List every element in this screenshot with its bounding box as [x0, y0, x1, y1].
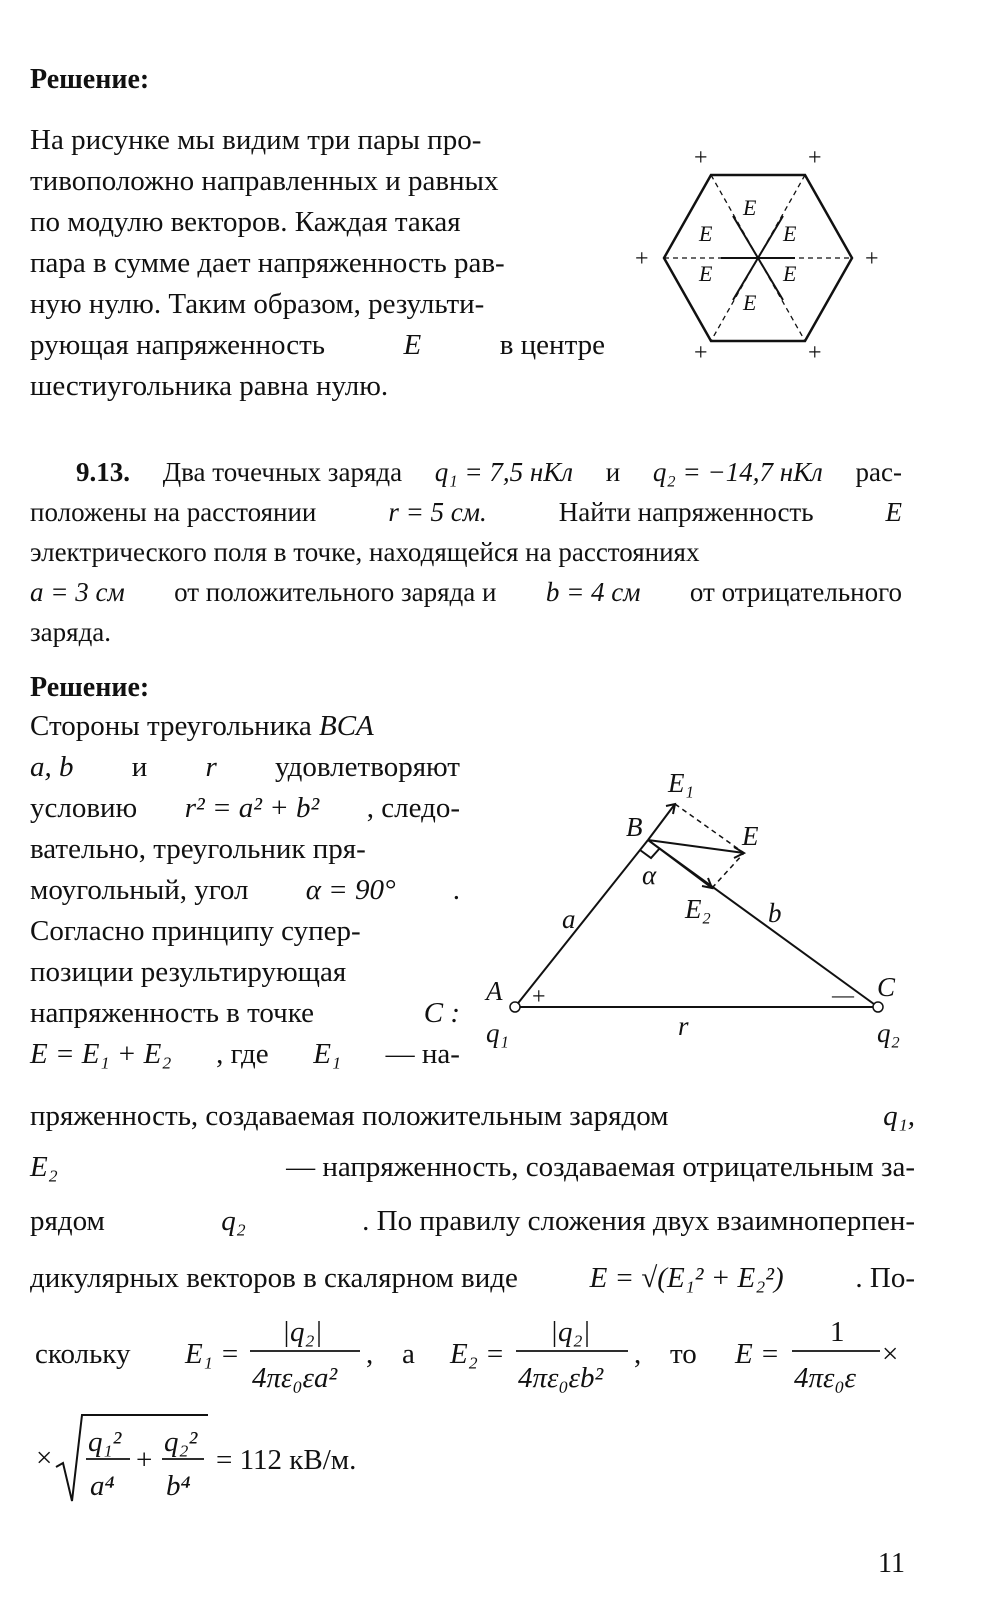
sides-ab: a, b	[30, 751, 74, 783]
q1-squared: q₁²	[88, 1426, 122, 1458]
e2-formula-left: E₂ =	[450, 1338, 505, 1370]
e2-symbol: E₂	[30, 1151, 58, 1183]
solution-2-line	[30, 870, 460, 911]
e1-symbol: E₁	[313, 1038, 342, 1070]
charge-sign: +	[808, 145, 822, 171]
vector-label: E	[699, 221, 713, 246]
e-formula-numerator: 1	[830, 1316, 845, 1348]
charge-q1-point	[510, 1002, 520, 1012]
text-span: дикулярных векторов в скалярном виде	[30, 1262, 518, 1294]
problem-line	[30, 572, 902, 612]
problem-number: 9.13.	[76, 457, 130, 487]
problem-statement	[30, 452, 902, 652]
formula-group	[35, 1316, 898, 1394]
e1-formula-numerator: |q₂|	[282, 1316, 323, 1348]
comma: ,	[634, 1338, 642, 1370]
text-span: Найти напряженность	[558, 497, 814, 527]
q2-value: q₂ = −14,7 нКл	[652, 457, 823, 487]
times-sign: ×	[882, 1338, 899, 1370]
solution-1-line: по модулю векторов. Каждая такая	[30, 206, 461, 238]
charge-sign: +	[694, 340, 708, 365]
solution-2-left-column	[30, 706, 460, 1075]
page-number: 11	[878, 1548, 905, 1579]
text-span: рядом	[30, 1205, 105, 1237]
q2-symbol: q₂	[221, 1205, 246, 1237]
text-span: то	[670, 1338, 697, 1370]
point-b-label: B	[626, 812, 643, 842]
final-result: = 112 кВ/м.	[216, 1444, 357, 1476]
e2-label: E₂	[685, 894, 711, 924]
text-span: — напряженность, создаваемая отрицательным за-	[286, 1151, 915, 1183]
b-value: b = 4 см	[545, 577, 641, 607]
text-span: положены на расстоянии	[30, 497, 317, 527]
solution-2-line: вательно, треугольник пря-	[30, 833, 366, 865]
solution-1-line: тивоположно направленных и равных	[30, 165, 499, 197]
e1-formula-denominator: 4πε₀εa²	[252, 1362, 338, 1394]
triangle-name: BCA	[318, 710, 374, 742]
charge-sign: +	[808, 340, 822, 365]
e1-label: E₁	[668, 768, 694, 798]
e-formula-left: E =	[735, 1338, 780, 1370]
plus-sign: +	[136, 1444, 153, 1476]
text-span: , следо-	[366, 792, 460, 824]
solution-2-line	[30, 706, 460, 747]
solution-2-line	[30, 1248, 915, 1308]
text-span: в центре	[499, 329, 605, 361]
solution-2-line	[30, 1194, 915, 1248]
side-a-label: a	[562, 904, 576, 934]
text-span: — на-	[385, 1038, 460, 1070]
vector-label: E	[743, 195, 757, 220]
comma: ,	[366, 1338, 374, 1370]
text-span: условию	[30, 792, 138, 824]
e-symbol: E	[885, 497, 902, 527]
e-label: E	[742, 821, 759, 851]
text-span: Два точечных заряда	[162, 457, 403, 487]
side-b-label: b	[768, 898, 782, 928]
text-span: и	[131, 751, 148, 783]
text-span: моугольный, угол	[30, 874, 249, 906]
problem-line: заряда.	[30, 617, 112, 647]
text-span: скольку	[35, 1338, 131, 1370]
text-span: напряженность в точке	[30, 997, 314, 1029]
side-r-label: r	[678, 1011, 689, 1041]
solution-2-line: Согласно принципу супер-	[30, 915, 361, 947]
r-value: r = 5 см.	[388, 497, 487, 527]
text-span: от положительного заряда и	[174, 577, 497, 607]
solution-1-line: шестиугольника равна нулю.	[30, 370, 389, 402]
q2-squared: q₂²	[164, 1426, 198, 1458]
charge-q2-point	[873, 1002, 883, 1012]
q2-label: q₂	[877, 1018, 900, 1048]
solution-1-line	[30, 325, 605, 366]
solution-1-line: пара в сумме дает напряженность рав-	[30, 247, 505, 279]
vector-label: E	[699, 261, 713, 286]
text-span: а	[402, 1338, 415, 1370]
text-span: пряженность, создаваемая положительным зарядом	[30, 1100, 669, 1132]
point-a-label: A	[486, 976, 503, 1006]
solution-2-line	[30, 1092, 915, 1140]
field-formulas	[30, 1305, 910, 1405]
triangle-figure	[470, 750, 920, 1060]
solution-2-line	[30, 788, 460, 829]
q1-value: q₁ = 7,5 нКл	[434, 457, 574, 487]
problem-line	[30, 492, 902, 532]
text-span: Стороны треугольника	[30, 710, 312, 742]
plus-sign: +	[532, 984, 546, 1010]
charge-sign: +	[865, 246, 879, 272]
text-span: .	[452, 874, 460, 906]
vector-label: E	[783, 261, 797, 286]
text-span: и	[605, 457, 621, 487]
q1-label: q₁	[486, 1018, 509, 1048]
point-c: C :	[423, 997, 460, 1029]
minus-sign: —	[832, 982, 854, 1007]
charge-sign: +	[635, 246, 649, 272]
text-span: рас-	[855, 457, 902, 487]
solution-2-line	[30, 1034, 460, 1075]
final-formula	[30, 1405, 450, 1515]
field-vectors-triangle	[648, 804, 744, 888]
solution-2-line	[30, 1140, 915, 1194]
vector-label: E	[743, 290, 757, 315]
pythagoras-formula: r² = a² + b²	[184, 792, 320, 824]
times-sign: ×	[36, 1442, 53, 1474]
e-formula-denominator: 4πε₀ε	[794, 1362, 856, 1394]
vector-label: E	[783, 221, 797, 246]
charge-sign: +	[694, 145, 708, 171]
solution-1-text	[30, 120, 605, 407]
solution-heading-1: Решение:	[30, 64, 150, 95]
text-span: , где	[216, 1038, 269, 1070]
e2-formula-numerator: |q₂|	[550, 1316, 591, 1348]
hexagon-figure	[625, 140, 890, 365]
point-c-label: C	[877, 972, 896, 1002]
q1-symbol: q₁,	[883, 1100, 915, 1132]
solution-1-line: На рисунке мы видим три пары про-	[30, 124, 482, 156]
side-r: r	[205, 751, 217, 783]
text-span: . По-	[855, 1262, 915, 1294]
a-fourth: a⁴	[90, 1470, 115, 1502]
text-span: рующая напряженность	[30, 329, 325, 361]
angle-formula: α = 90°	[305, 874, 396, 906]
e2-formula-denominator: 4πε₀εb²	[518, 1362, 604, 1394]
final-formula-group	[36, 1415, 356, 1502]
solution-2-line: позиции результирующая	[30, 956, 347, 988]
solution-heading-2: Решение:	[30, 672, 150, 703]
solution-2-line	[30, 747, 460, 788]
solution-1-line: ную нулю. Таким образом, результи-	[30, 288, 485, 320]
b-fourth: b⁴	[166, 1470, 191, 1502]
problem-line: электрического поля в точке, находящейся на расстояниях	[30, 537, 700, 567]
magnitude-formula: E = √(E₁² + E₂²)	[589, 1262, 784, 1294]
e1-formula-left: E₁ =	[185, 1338, 240, 1370]
text-span: удовлетворяют	[274, 751, 460, 783]
vector-e-symbol: E	[403, 329, 422, 361]
problem-line	[30, 452, 902, 492]
a-value: a = 3 см	[30, 577, 125, 607]
angle-alpha-label: α	[642, 860, 657, 890]
superposition-formula: E = E₁ + E₂	[30, 1038, 172, 1070]
solution-2-continuation	[30, 1092, 915, 1308]
solution-2-line	[30, 993, 460, 1034]
text-span: от отрицательного	[689, 577, 902, 607]
text-span: . По правилу сложения двух взаимноперпен-	[362, 1205, 915, 1237]
